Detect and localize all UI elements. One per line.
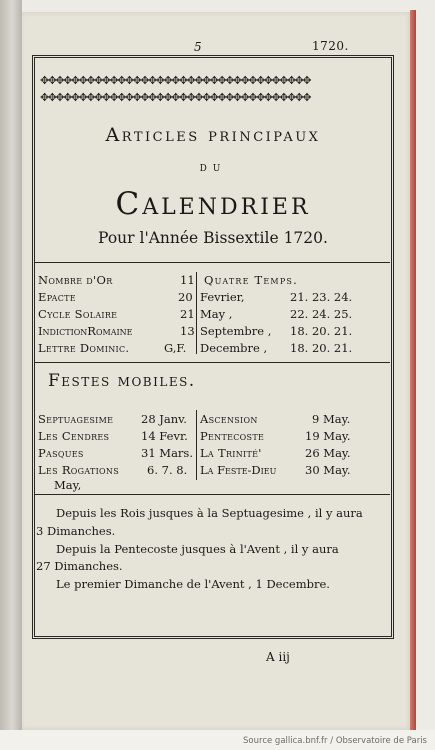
red-page-edge <box>410 10 416 730</box>
note-line: Depuis les Rois jusques à la Septuagesime , il y aura <box>56 506 363 520</box>
feast-date: 31 Mars. <box>141 446 193 460</box>
note-line: 3 Dimanches. <box>36 524 116 538</box>
rule-above-notes <box>34 494 390 495</box>
quatre-temps-days: 18. 20. 21. <box>290 324 353 338</box>
computus-label: Epacte <box>38 290 76 304</box>
feast-name: La Feste-Dieu <box>200 463 277 477</box>
note-line: Depuis la Pentecoste jusques à l'Avent , il y aura <box>56 542 339 556</box>
feast-name: Les Rogations <box>38 463 119 477</box>
festes-divider <box>196 410 197 480</box>
page-year: 1720. <box>312 39 349 53</box>
feast-date: 28 Janv. <box>141 412 187 426</box>
computus-label: Cycle Solaire <box>38 307 118 321</box>
computus-label: Lettre Dominic. <box>38 341 130 355</box>
quatre-temps-month: Septembre , <box>200 324 272 338</box>
feast-name: Pasques <box>38 446 84 460</box>
computus-label: Nombre d'Or <box>38 273 113 287</box>
rule-above-festes <box>34 362 390 363</box>
title-subtitle: Pour l'Année Bissextile 1720. <box>98 229 328 247</box>
feast-date: 14 Fevr. <box>141 429 188 443</box>
ornament-band-bottom: ✥✥✥✥✥✥✥✥✥✥✥✥✥✥✥✥✥✥✥✥✥✥✥✥✥✥✥✥✥✥✥✥✥✥✥ <box>40 92 311 104</box>
quatre-temps-month: Decembre , <box>200 341 268 355</box>
page-number: 5 <box>194 40 202 54</box>
feast-name: Les Cendres <box>38 429 110 443</box>
computus-value: G,F. <box>164 341 187 355</box>
feast-name: Ascension <box>200 412 258 426</box>
quatre-temps-days: 21. 23. 24. <box>290 290 353 304</box>
feast-date: 6. 7. 8. <box>147 463 188 477</box>
left-page-edge <box>0 0 22 750</box>
computus-divider <box>196 272 197 354</box>
signature-mark: A iij <box>266 650 290 664</box>
quatre-temps-days: 22. 24. 25. <box>290 307 353 321</box>
computus-label: IndictionRomaine <box>38 324 133 338</box>
quatre-temps-days: 18. 20. 21. <box>290 341 353 355</box>
feast-date: 30 May. <box>305 463 351 477</box>
note-line: Le premier Dimanche de l'Avent , 1 Decembre. <box>56 577 330 591</box>
computus-value: 11 <box>180 273 195 287</box>
feast-name: Septuagesime <box>38 412 114 426</box>
title-line-1: Articles principaux <box>105 124 321 146</box>
note-line: 27 Dimanches. <box>36 559 123 573</box>
festes-title: Festes mobiles. <box>48 371 196 391</box>
title-line-2: du <box>199 160 227 175</box>
feast-date: 19 May. <box>305 429 351 443</box>
quatre-temps-month: May , <box>200 307 233 321</box>
feast-date-continued: May, <box>54 478 82 492</box>
feast-name: La Trinité' <box>200 446 262 460</box>
computus-value: 20 <box>178 290 193 304</box>
computus-value: 13 <box>180 324 195 338</box>
feast-date: 9 May. <box>312 412 351 426</box>
computus-value: 21 <box>180 307 195 321</box>
quatre-temps-title: Quatre Temps. <box>204 273 298 287</box>
ornament-band-top: ✥✥✥✥✥✥✥✥✥✥✥✥✥✥✥✥✥✥✥✥✥✥✥✥✥✥✥✥✥✥✥✥✥✥✥ <box>40 75 311 87</box>
rule-under-title <box>34 262 390 263</box>
feast-name: Pentecoste <box>200 429 265 443</box>
title-calendrier: Calendrier <box>115 186 311 222</box>
quatre-temps-month: Fevrier, <box>200 290 245 304</box>
feast-date: 26 May. <box>305 446 351 460</box>
source-credit: Source gallica.bnf.fr / Observatoire de Paris <box>243 736 427 746</box>
